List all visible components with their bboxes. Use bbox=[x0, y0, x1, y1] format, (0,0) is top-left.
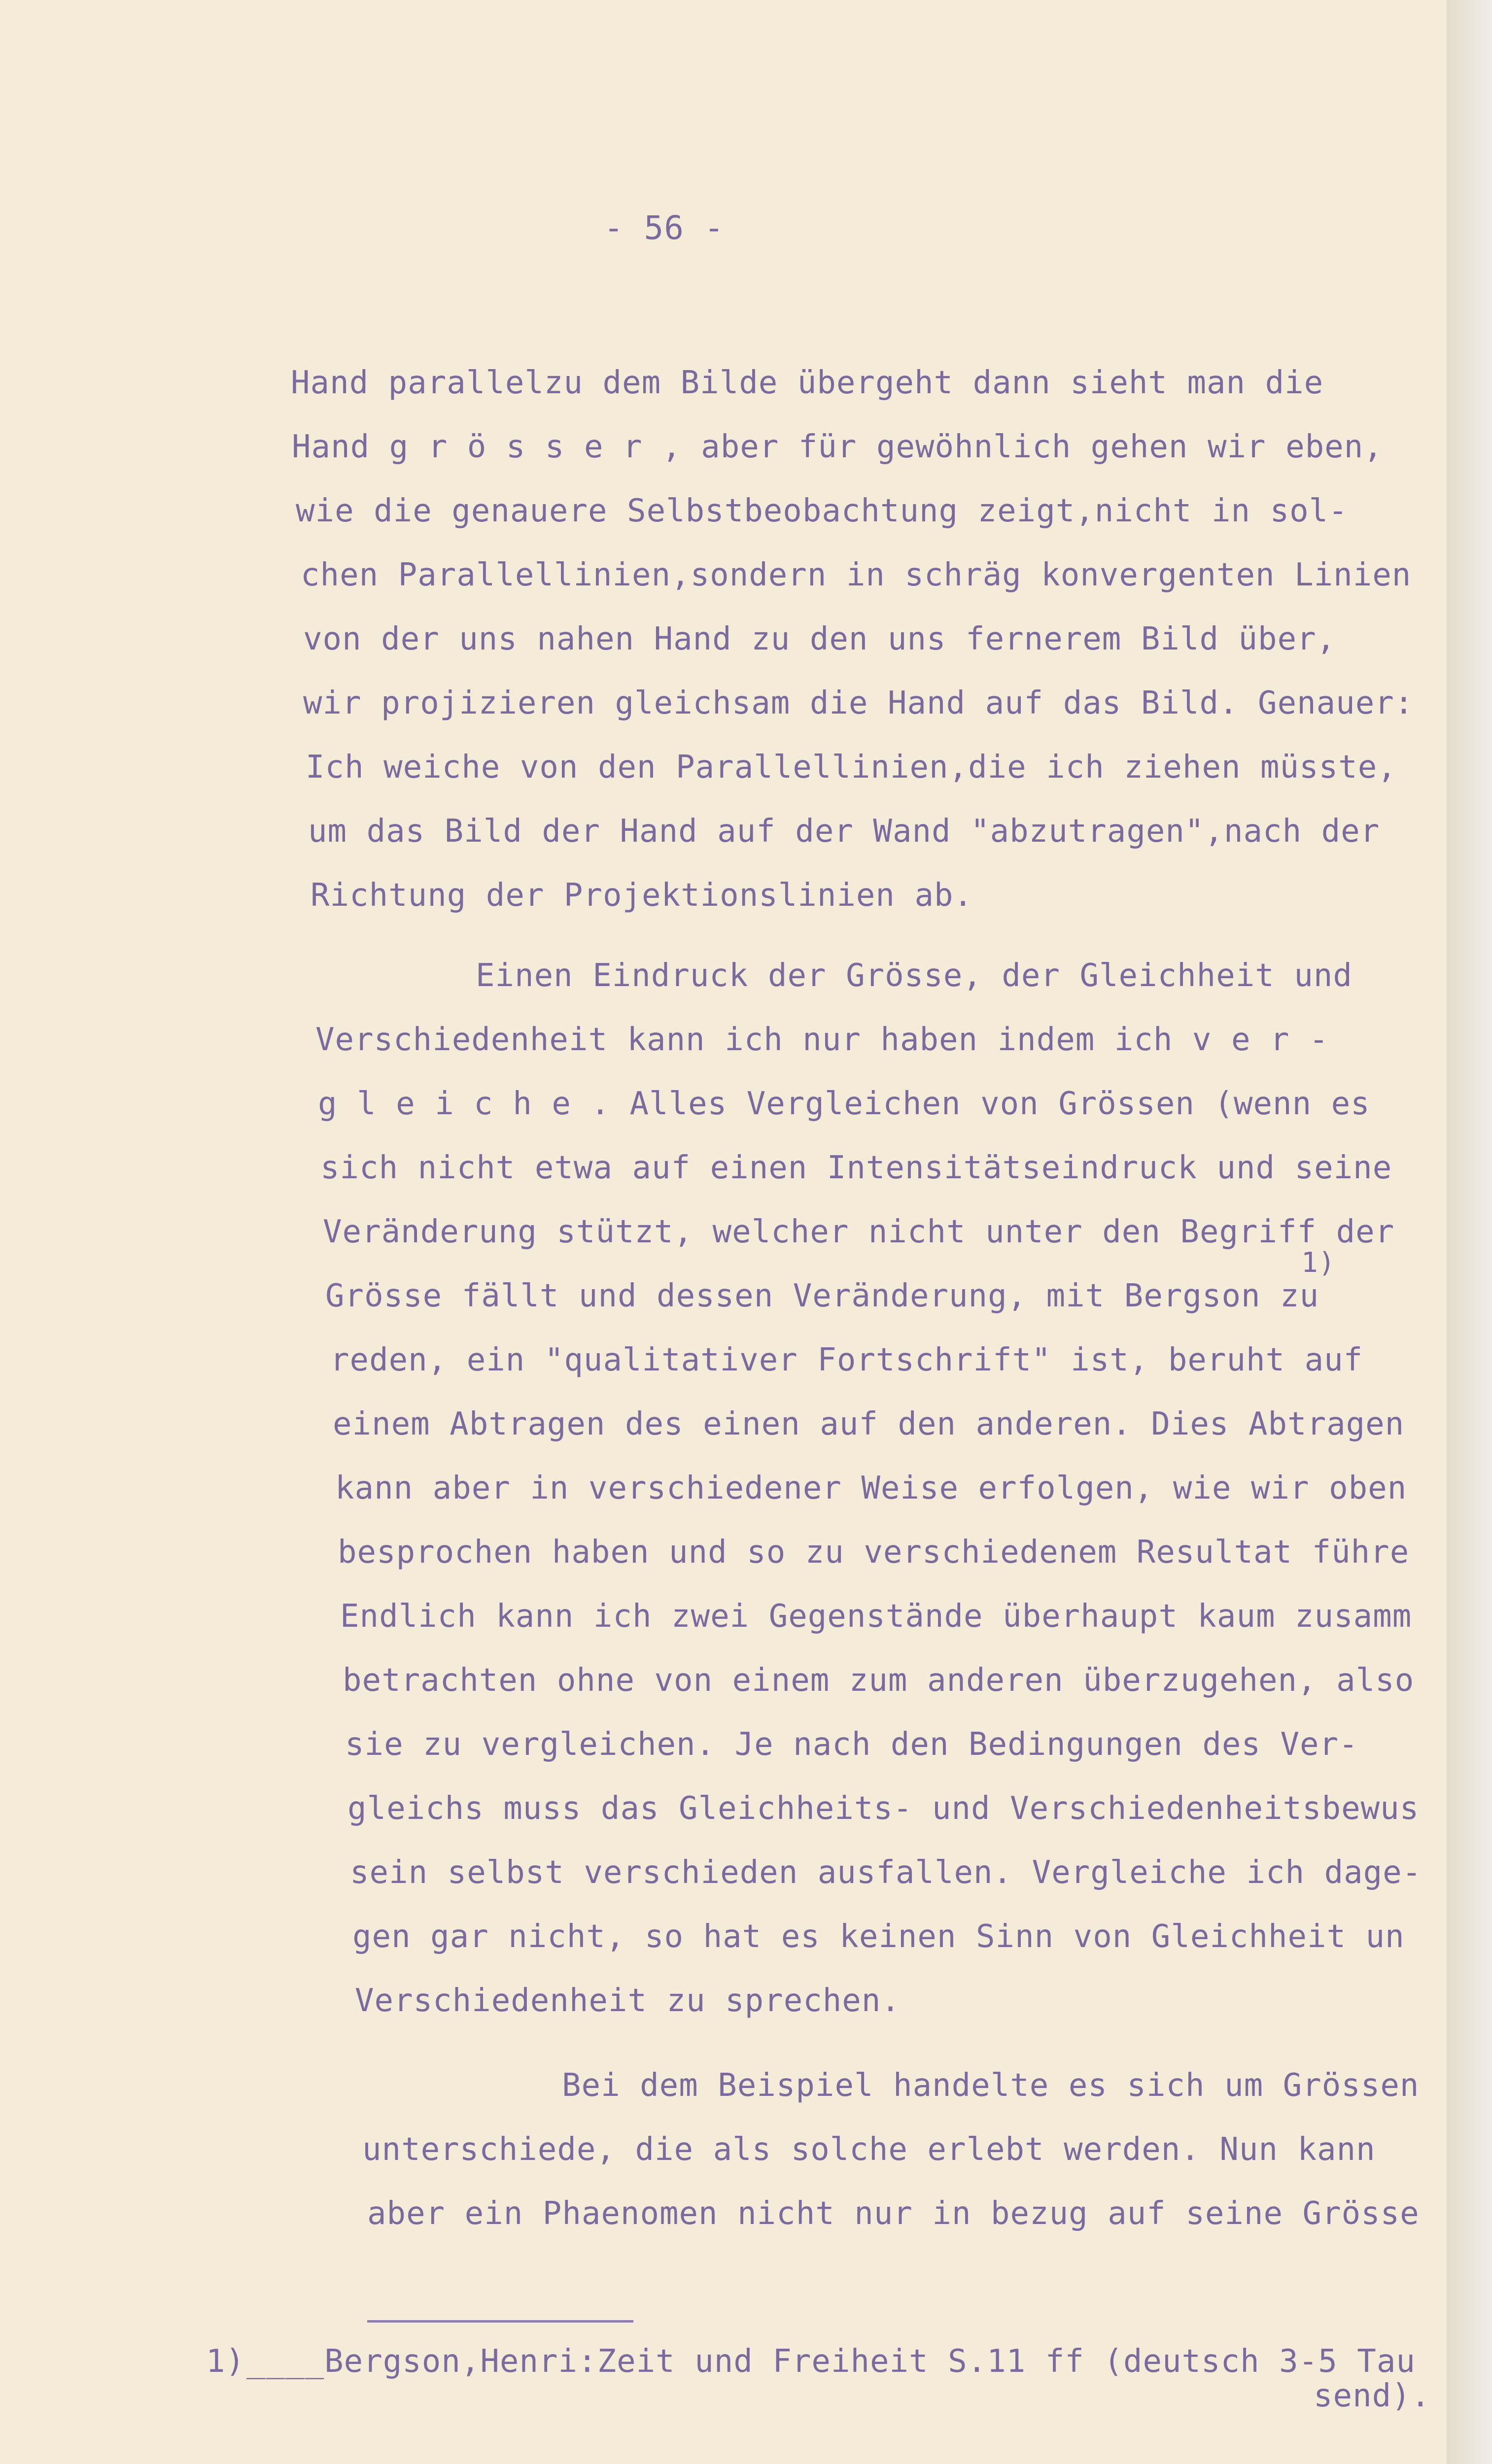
text-line: Veränderung stützt, welcher nicht unter den Begriff der bbox=[323, 1214, 1395, 1250]
text-line: g l e i c h e . Alles Vergleichen von Grössen (wenn es bbox=[318, 1086, 1370, 1122]
text-line: Bei dem Beispiel handelte es sich um Grössen bbox=[562, 2067, 1420, 2104]
text-line: chen Parallellinien,sondern in schräg konvergenten Linien bbox=[301, 557, 1412, 593]
text-line: Hand parallelzu dem Bilde übergeht dann sieht man die bbox=[291, 365, 1324, 401]
text-line: Grösse fällt und dessen Veränderung, mit Bergson zu bbox=[325, 1278, 1319, 1314]
text-line: Verschiedenheit kann ich nur haben indem ich v e r - bbox=[315, 1022, 1329, 1058]
text-line: von der uns nahen Hand zu den uns fernerem Bild über, bbox=[303, 621, 1336, 657]
text-line: betrachten ohne von einem zum anderen überzugehen, also bbox=[343, 1662, 1415, 1699]
text-line: Ich weiche von den Parallellinien,die ich ziehen müsste, bbox=[306, 749, 1397, 786]
text-line: einem Abtragen des einen auf den anderen. Dies Abtragen bbox=[333, 1406, 1405, 1442]
footnote-continuation: send). bbox=[1314, 2378, 1431, 2414]
text-line: sich nicht etwa auf einen Intensitätseindruck und seine bbox=[320, 1150, 1392, 1186]
text-line: Hand g r ö s s e r , aber für gewöhnlich gehen wir eben, bbox=[292, 429, 1383, 465]
text-line: sein selbst verschieden ausfallen. Vergleiche ich dage- bbox=[350, 1854, 1422, 1891]
footnote-separator bbox=[367, 2320, 633, 2323]
text-line: unterschiede, die als solche erlebt werden. Nun kann bbox=[362, 2131, 1376, 2168]
text-line: wie die genauere Selbstbeobachtung zeigt,nicht in sol- bbox=[296, 493, 1348, 529]
text-line: reden, ein "qualitativer Fortschrift" ist, beruht auf bbox=[330, 1342, 1363, 1378]
text-line: sie zu vergleichen. Je nach den Bedingungen des Ver- bbox=[345, 1726, 1358, 1763]
footnote-text: ____Bergson,Henri:Zeit und Freiheit S.11 ff (deutsch 3-5 Tau bbox=[246, 2343, 1416, 2380]
scan-background-edge bbox=[1447, 0, 1492, 2464]
text-line: Verschiedenheit zu sprechen. bbox=[355, 1983, 901, 2019]
text-line: aber ein Phaenomen nicht nur in bezug auf seine Grösse bbox=[367, 2195, 1420, 2232]
text-line: Richtung der Projektionslinien ab. bbox=[311, 877, 973, 914]
footnote-marker: 1) bbox=[1301, 1247, 1336, 1279]
text-line: besprochen haben und so zu verschiedenem Resultat führe bbox=[338, 1534, 1410, 1571]
page-number: - 56 - bbox=[604, 209, 725, 247]
footnote-number: 1) bbox=[206, 2343, 245, 2380]
text-line: gen gar nicht, so hat es keinen Sinn von Gleichheit un bbox=[352, 1918, 1405, 1955]
text-line: wir projizieren gleichsam die Hand auf das Bild. Genauer: bbox=[303, 685, 1414, 721]
text-line: kann aber in verschiedener Weise erfolgen, wie wir oben bbox=[335, 1470, 1407, 1506]
text-line: Endlich kann ich zwei Gegenstände überhaupt kaum zusamm bbox=[340, 1598, 1412, 1635]
text-line: um das Bild der Hand auf der Wand "abzutragen",nach der bbox=[308, 813, 1380, 850]
text-line: gleichs muss das Gleichheits- und Verschiedenheitsbewus bbox=[347, 1790, 1420, 1827]
text-line: Einen Eindruck der Grösse, der Gleichheit und bbox=[476, 958, 1353, 994]
